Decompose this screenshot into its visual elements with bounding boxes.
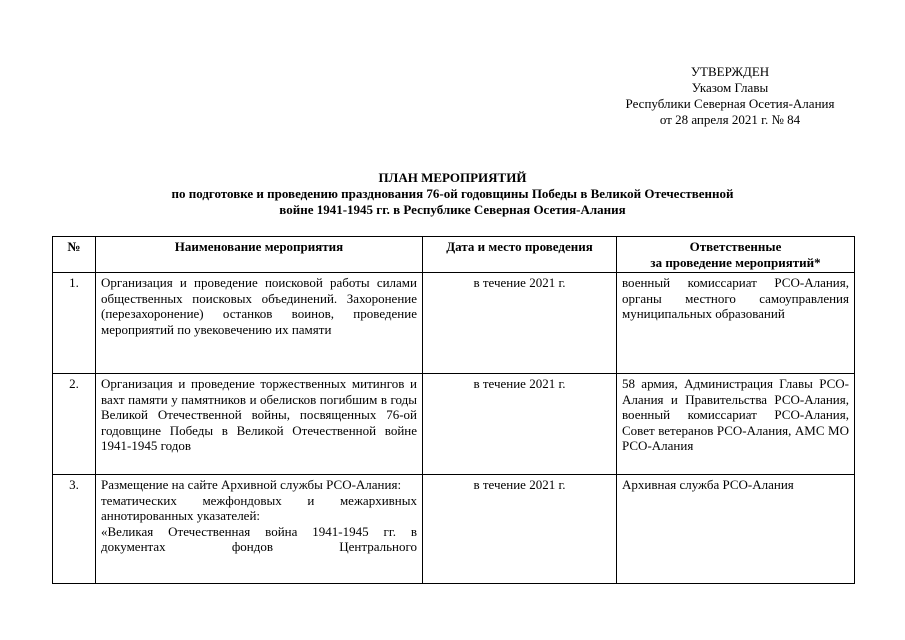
row-name-line3: «Великая Отечественная война 1941-1945 гг. в документах фондов Центрального <box>101 523 417 554</box>
events-table <box>52 236 855 584</box>
table-row <box>53 475 855 584</box>
header-num: № <box>53 237 96 273</box>
approval-line-decree: Указом Главы <box>691 80 769 95</box>
title-line-3: войне 1941-1945 гг. в Республике Северная Осетия-Алания <box>279 202 626 217</box>
title-line-2: по подготовке и проведению празднования 76-ой годовщины Победы в Великой Отечественной <box>171 186 734 201</box>
row-num: 3. <box>53 475 96 584</box>
header-responsible-line1: Ответственные <box>689 239 782 254</box>
document-title <box>0 170 905 218</box>
row-num: 1. <box>53 273 96 374</box>
table-row <box>53 273 855 374</box>
header-name: Наименование мероприятия <box>96 237 423 273</box>
header-date: Дата и место проведения <box>423 237 617 273</box>
row-responsible: Архивная служба РСО-Алания <box>617 475 855 584</box>
row-name-line1: Размещение на сайте Архивной службы РСО-Алания: <box>101 477 402 492</box>
row-name-line2: тематических межфондовых и межархивных аннотированных указателей: <box>101 492 417 523</box>
approval-line-approved: УТВЕРЖДЕН <box>690 64 770 79</box>
row-date: в течение 2021 г. <box>423 374 617 475</box>
approval-line-date: от 28 апреля 2021 г. № 84 <box>659 112 801 127</box>
approval-stamp <box>565 64 895 128</box>
row-name <box>96 475 423 584</box>
row-responsible: военный комиссариат РСО-Алания, органы местного самоуправления муниципальных образований <box>617 273 855 374</box>
approval-line-republic: Республики Северная Осетия-Алания <box>625 96 835 111</box>
title-line-1: ПЛАН МЕРОПРИЯТИЙ <box>378 170 527 185</box>
row-responsible: 58 армия, Администрация Главы РСО-Алания и Правительства РСО-Алания, военный комиссариат РСО-Алания, Совет ветеранов РСО-Алания, АМС МО РСО-Алания <box>617 374 855 475</box>
table-row <box>53 374 855 475</box>
header-responsible <box>617 237 855 273</box>
header-responsible-line2: за проведение мероприятий* <box>650 254 821 270</box>
row-name: Организация и проведение торжественных митингов и вахт памяти у памятников и обелисков погибшим в годы Великой Отечественной войны, посвященных 76-ой годовщине Победы в Великой Отечественной войне 1941-1945 годов <box>96 374 423 475</box>
table-header-row <box>53 237 855 273</box>
row-name: Организация и проведение поисковой работы силами общественных поисковых объединений. Захоронение (перезахоронение) останков воинов, проведение мероприятий по увековечению их памяти <box>96 273 423 374</box>
row-date: в течение 2021 г. <box>423 475 617 584</box>
row-num: 2. <box>53 374 96 475</box>
row-date: в течение 2021 г. <box>423 273 617 374</box>
